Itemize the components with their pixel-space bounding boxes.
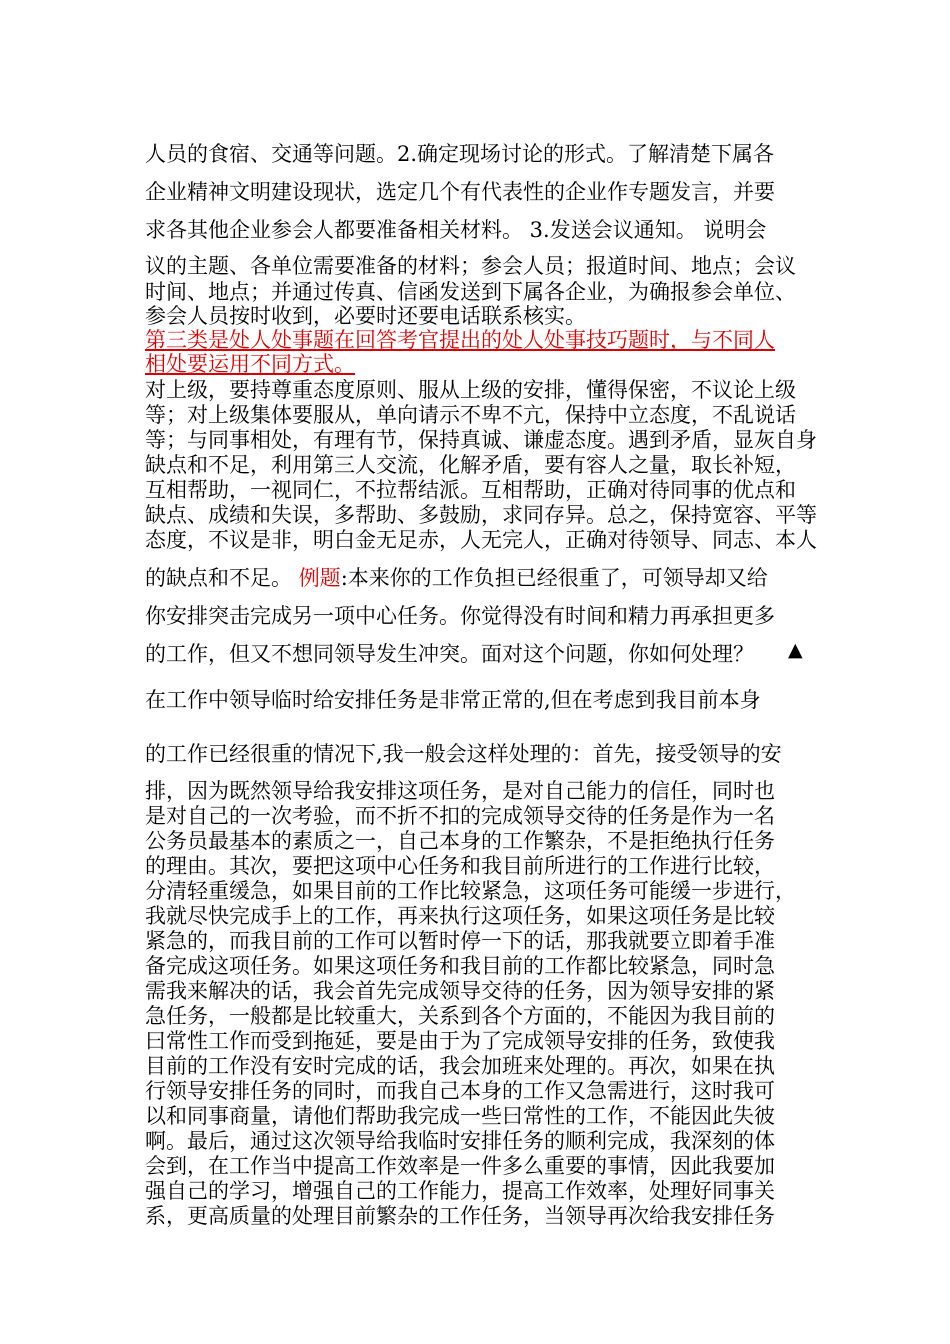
answer-line: 行领导安排任务的同时，而我自己本身的工作又急需进行，这时我可	[145, 1079, 775, 1103]
answer-line: 分清轻重缓急，如果目前的工作比较紧急，这项任务可能缓一步进行，	[145, 879, 796, 903]
answer-line: 我就尽快完成手上的工作，再来执行这项任务，如果这项任务是比较	[145, 904, 775, 928]
answer-line: 强自己的学习，增强自己的工作能力，提高工作效率，处理好同事关	[145, 1179, 775, 1203]
paragraph-line: 互相帮助，一视同仁，不拉帮结派。互相帮助，正确对待同事的优点和	[145, 478, 796, 502]
paragraph-line: 缺点和不足，利用第三人交流，化解矛盾，要有容人之量，取长补短，	[145, 453, 796, 477]
paragraph-line: 人员的食宿、交通等问题。2.确定现场讨论的形式。了解清楚下属各	[145, 142, 775, 166]
paragraph-line: 等；对上级集体要服从，单向请示不卑不亢，保持中立态度，不乱说话	[145, 403, 796, 427]
answer-line: 排，因为既然领导给我安排这项任务，是对自己能力的信任，同时也	[145, 779, 775, 803]
answer-line: 啊。最后，通过这次领导给我临时安排任务的顺利完成，我深刻的体	[145, 1129, 775, 1153]
answer-line: 公务员最基本的素质之一，自己本身的工作繁杂，不是拒绝执行任务	[145, 829, 775, 853]
answer-line: 需我来解决的话，我会首先完成领导交待的任务，因为领导安排的紧	[145, 979, 775, 1003]
paragraph-line: 求各其他企业参会人都要准备相关材料。 3.发送会议通知。 说明会	[145, 218, 767, 242]
text-span: :本来你的工作负担已经很重了，可领导却又给	[340, 566, 768, 590]
example-question-line: 你安排突击完成另一项中心任务。你觉得没有时间和精力再承担更多	[145, 604, 775, 628]
paragraph-line: 对上级，要持尊重态度原则、服从上级的安排，懂得保密，不议论上级	[145, 378, 796, 402]
answer-line: 备完成这项任务。如果这项任务和我目前的工作都比较紧急，同时急	[145, 954, 775, 978]
paragraph-line: 参会人员按时收到，必要时还要电话联系核实。	[145, 304, 586, 328]
paragraph-line: 企业精神文明建设现状，选定几个有代表性的企业作专题发言，并要	[145, 180, 775, 204]
answer-line: 会到，在工作当中提高工作效率是一件多么重要的事情，因此我要加	[145, 1154, 775, 1178]
answer-line: 紧急的，而我目前的工作可以暂时停一下的话，那我就要立即着手准	[145, 929, 775, 953]
answer-line: 的工作已经很重的情况下,我一般会这样处理的：首先，接受领导的安	[145, 742, 782, 766]
example-question-line: 的工作，但又不想同领导发生冲突。面对这个问题，你如何处理？	[145, 642, 754, 666]
answer-line: 以和同事商量，请他们帮助我完成一些曰常性的工作，不能因此失彼	[145, 1104, 775, 1128]
paragraph-line: 态度，不议是非，明白金无足赤，人无完人，正确对待领导、同志、本人	[145, 528, 817, 552]
answer-line: 系，更高质量的处理目前繁杂的工作任务，当领导再次给我安排任务	[145, 1204, 775, 1228]
paragraph-line: 议的主题、各单位需要准备的材料；参会人员；报道时间、地点；会议	[145, 254, 796, 278]
paragraph-line: 缺点、成绩和失误，多帮助、多鼓励，求同存异。总之，保持宽容、平等	[145, 503, 817, 527]
answer-line: 在工作中领导临时给安排任务是非常正常的,但在考虑到我目前本身	[145, 688, 761, 712]
example-label: 例题	[298, 566, 341, 590]
paragraph-line: 时间、地点；并通过传真、信函发送到下属各企业，为确报参会单位、	[145, 280, 796, 304]
answer-line: 目前的工作没有安时完成的话，我会加班来处理的。再次，如果在执	[145, 1054, 775, 1078]
answer-line: 曰常性工作而受到拖延，要是由于为了完成领导安排的任务，致使我	[145, 1029, 775, 1053]
example-question-line	[145, 562, 825, 592]
paragraph-line: 等；与同事相处，有理有节，保持真诚、谦虚态度。遇到矛盾，显灰自身	[145, 428, 817, 452]
text-span: 的缺点和不足。	[145, 566, 299, 590]
triangle-marker-icon: ▲	[788, 639, 803, 661]
answer-line: 急任务，一般都是比较重大，关系到各个方面的，不能因为我目前的	[145, 1004, 775, 1028]
section-heading-line: 第三类是处人处事题在回答考官提出的处人处事技巧题时，与不同人	[145, 328, 775, 352]
answer-line: 的理由。其次，要把这项中心任务和我目前所进行的工作进行比较，	[145, 854, 775, 878]
answer-line: 是对自己的一次考验，而不折不扣的完成领导交待的任务是作为一名	[145, 804, 775, 828]
section-heading-line: 相处要运用不同方式。	[145, 352, 355, 376]
